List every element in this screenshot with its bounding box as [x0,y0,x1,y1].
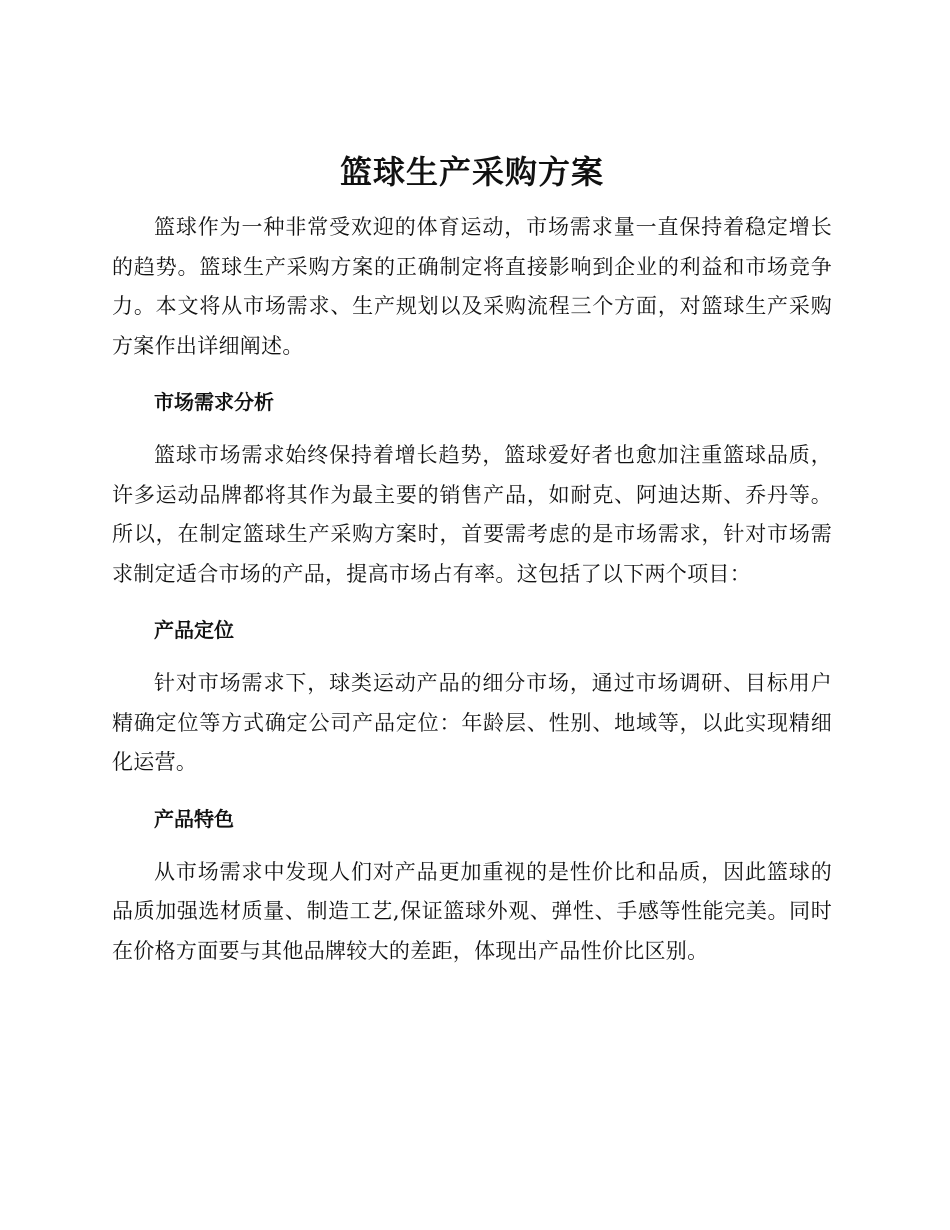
section-heading: 市场需求分析 [154,390,274,414]
section-heading: 产品特色 [154,806,234,831]
document-title: 篮球生产采购方案 [339,153,604,191]
section-paragraph: 篮球市场需求始终保持着增长趋势，篮球爱好者也愈加注重篮球品质，许多运动品牌都将其作为最主要的销售产品，如耐克、阿迪达斯、乔丹等。所以，在制定篮球生产采购方案时，首要需考虑的是市场需求，针对市场需求制定适合市场的产品，提高市场占有率。这包括了以下两个项目： [112,443,832,586]
intro-paragraph: 篮球作为一种非常受欢迎的体育运动，市场需求量一直保持着稳定增长的趋势。篮球生产采购方案的正确制定将直接影响到企业的利益和市场竞争力。本文将从市场需求、生产规划以及采购流程三个方面，对篮球生产采购方案作出详细阐述。 [112,215,832,358]
section-product-positioning [112,612,832,783]
section-paragraph: 从市场需求中发现人们对产品更加重视的是性价比和品质，因此篮球的品质加强选材质量、制造工艺,保证篮球外观、弹性、手感等性能完美。同时在价格方面要与其他品牌较大的差距，体现出产品性价比区别。 [112,859,832,963]
section-market-demand [112,384,832,594]
section-product-features [112,801,832,972]
section-heading: 产品定位 [154,618,234,642]
section-paragraph: 针对市场需求下，球类运动产品的细分市场，通过市场调研、目标用户精确定位等方式确定公司产品定位：年龄层、性别、地域等，以此实现精细化运营。 [112,671,832,774]
